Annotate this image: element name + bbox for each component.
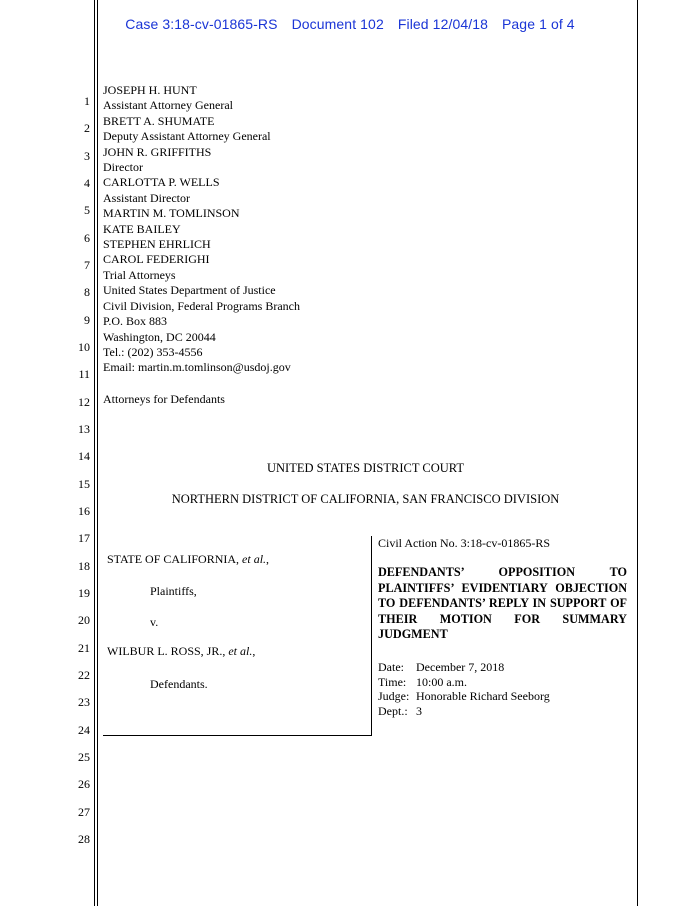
counsel-line: Deputy Assistant Attorney General bbox=[103, 129, 271, 144]
case-number-stamp: Case 3:18-cv-01865-RS bbox=[125, 16, 278, 32]
ecf-header-stamp bbox=[0, 16, 700, 32]
counsel-line: P.O. Box 883 bbox=[103, 314, 168, 329]
court-name: UNITED STATES DISTRICT COURT bbox=[267, 461, 464, 475]
line-number: 18 bbox=[78, 558, 90, 573]
line-number: 16 bbox=[78, 503, 90, 518]
versus-label: v. bbox=[150, 615, 159, 629]
filed-date-stamp: Filed 12/04/18 bbox=[397, 16, 488, 32]
counsel-line: BRETT A. SHUMATE bbox=[103, 113, 215, 128]
counsel-line: KATE BAILEY bbox=[103, 221, 181, 236]
line-number: 5 bbox=[84, 203, 90, 218]
counsel-line: JOSEPH H. HUNT bbox=[103, 83, 197, 97]
hearing-date: Date: December 7, 2018 bbox=[378, 660, 505, 674]
line-number: 11 bbox=[78, 367, 90, 382]
counsel-line: Assistant Attorney General bbox=[103, 98, 233, 113]
counsel-line: CAROL FEDERIGHI bbox=[103, 252, 210, 267]
document-number-stamp: Document 102 bbox=[291, 16, 384, 32]
defendants-label: Defendants. bbox=[150, 677, 208, 691]
counsel-line: Trial Attorneys bbox=[103, 267, 176, 282]
line-number: 2 bbox=[84, 121, 90, 136]
line-number: 4 bbox=[84, 175, 90, 190]
line-number: 24 bbox=[78, 722, 90, 737]
counsel-line: Tel.: (202) 353-4556 bbox=[103, 344, 203, 359]
line-number: 27 bbox=[78, 804, 90, 819]
counsel-line: Washington, DC 20044 bbox=[103, 329, 216, 344]
page-count-stamp: Page 1 of 4 bbox=[501, 16, 575, 32]
line-number: 28 bbox=[78, 831, 90, 846]
line-number: 21 bbox=[78, 640, 90, 655]
counsel-block bbox=[103, 83, 300, 376]
counsel-line: STEPHEN EHRLICH bbox=[103, 237, 211, 252]
hearing-dept: Dept.: 3 bbox=[378, 703, 422, 718]
counsel-line: Civil Division, Federal Programs Branch bbox=[103, 298, 300, 313]
line-number: 3 bbox=[84, 148, 90, 163]
line-number: 25 bbox=[78, 749, 90, 764]
line-number: 13 bbox=[78, 421, 90, 436]
right-margin-rule bbox=[637, 0, 638, 906]
line-number: 23 bbox=[78, 695, 90, 710]
counsel-line: Assistant Director bbox=[103, 190, 190, 205]
caption-bottom-rule bbox=[103, 735, 371, 736]
line-number: 12 bbox=[78, 394, 90, 409]
counsel-line: CARLOTTA P. WELLS bbox=[103, 175, 220, 190]
line-number: 1 bbox=[84, 94, 90, 108]
counsel-line: United States Department of Justice bbox=[103, 283, 276, 298]
line-number: 19 bbox=[78, 585, 90, 600]
line-number: 8 bbox=[84, 285, 90, 300]
line-number: 6 bbox=[84, 230, 90, 245]
counsel-line: Director bbox=[103, 160, 143, 175]
court-district: NORTHERN DISTRICT OF CALIFORNIA, SAN FRANCISCO DIVISION bbox=[171, 492, 560, 506]
line-number: 15 bbox=[78, 476, 90, 491]
line-number: 14 bbox=[78, 449, 90, 464]
line-number: 9 bbox=[84, 312, 90, 327]
counsel-line: MARTIN M. TOMLINSON bbox=[103, 206, 240, 221]
caption-divider bbox=[371, 536, 372, 736]
counsel-line: JOHN R. GRIFFITHS bbox=[103, 144, 212, 159]
line-number: 17 bbox=[78, 531, 90, 546]
civil-action-number: Civil Action No. 3:18-cv-01865-RS bbox=[378, 536, 550, 550]
hearing-judge: Judge: Honorable Richard Seeborg bbox=[378, 689, 550, 704]
case-caption-parties bbox=[103, 536, 371, 736]
line-number: 26 bbox=[78, 777, 90, 792]
line-number: 10 bbox=[78, 339, 90, 354]
attorneys-for-line: Attorneys for Defendants bbox=[103, 392, 225, 406]
counsel-line[interactable]: Email: martin.m.tomlinson@usdoj.gov bbox=[103, 360, 291, 375]
left-margin-rule bbox=[94, 0, 95, 906]
document-title: DEFENDANTS’ OPPOSITION TO PLAINTIFFS’ EVIDENTIARY OBJECTION TO DEFENDANTS’ REPLY IN SUPPORT OF THEIR MOTION FOR SUMMARY JUDGMENT bbox=[378, 565, 627, 642]
line-number: 7 bbox=[84, 257, 90, 272]
hearing-time: Time: 10:00 a.m. bbox=[378, 674, 467, 689]
line-number: 22 bbox=[78, 667, 90, 682]
left-margin-rule-inner bbox=[97, 0, 98, 906]
defendant-name: WILBUR L. ROSS, JR., et al., bbox=[107, 644, 256, 658]
line-number: 20 bbox=[78, 613, 90, 628]
hearing-details bbox=[378, 660, 550, 718]
plaintiffs-label: Plaintiffs, bbox=[150, 584, 197, 598]
plaintiff-name: STATE OF CALIFORNIA, et al., bbox=[107, 552, 270, 566]
